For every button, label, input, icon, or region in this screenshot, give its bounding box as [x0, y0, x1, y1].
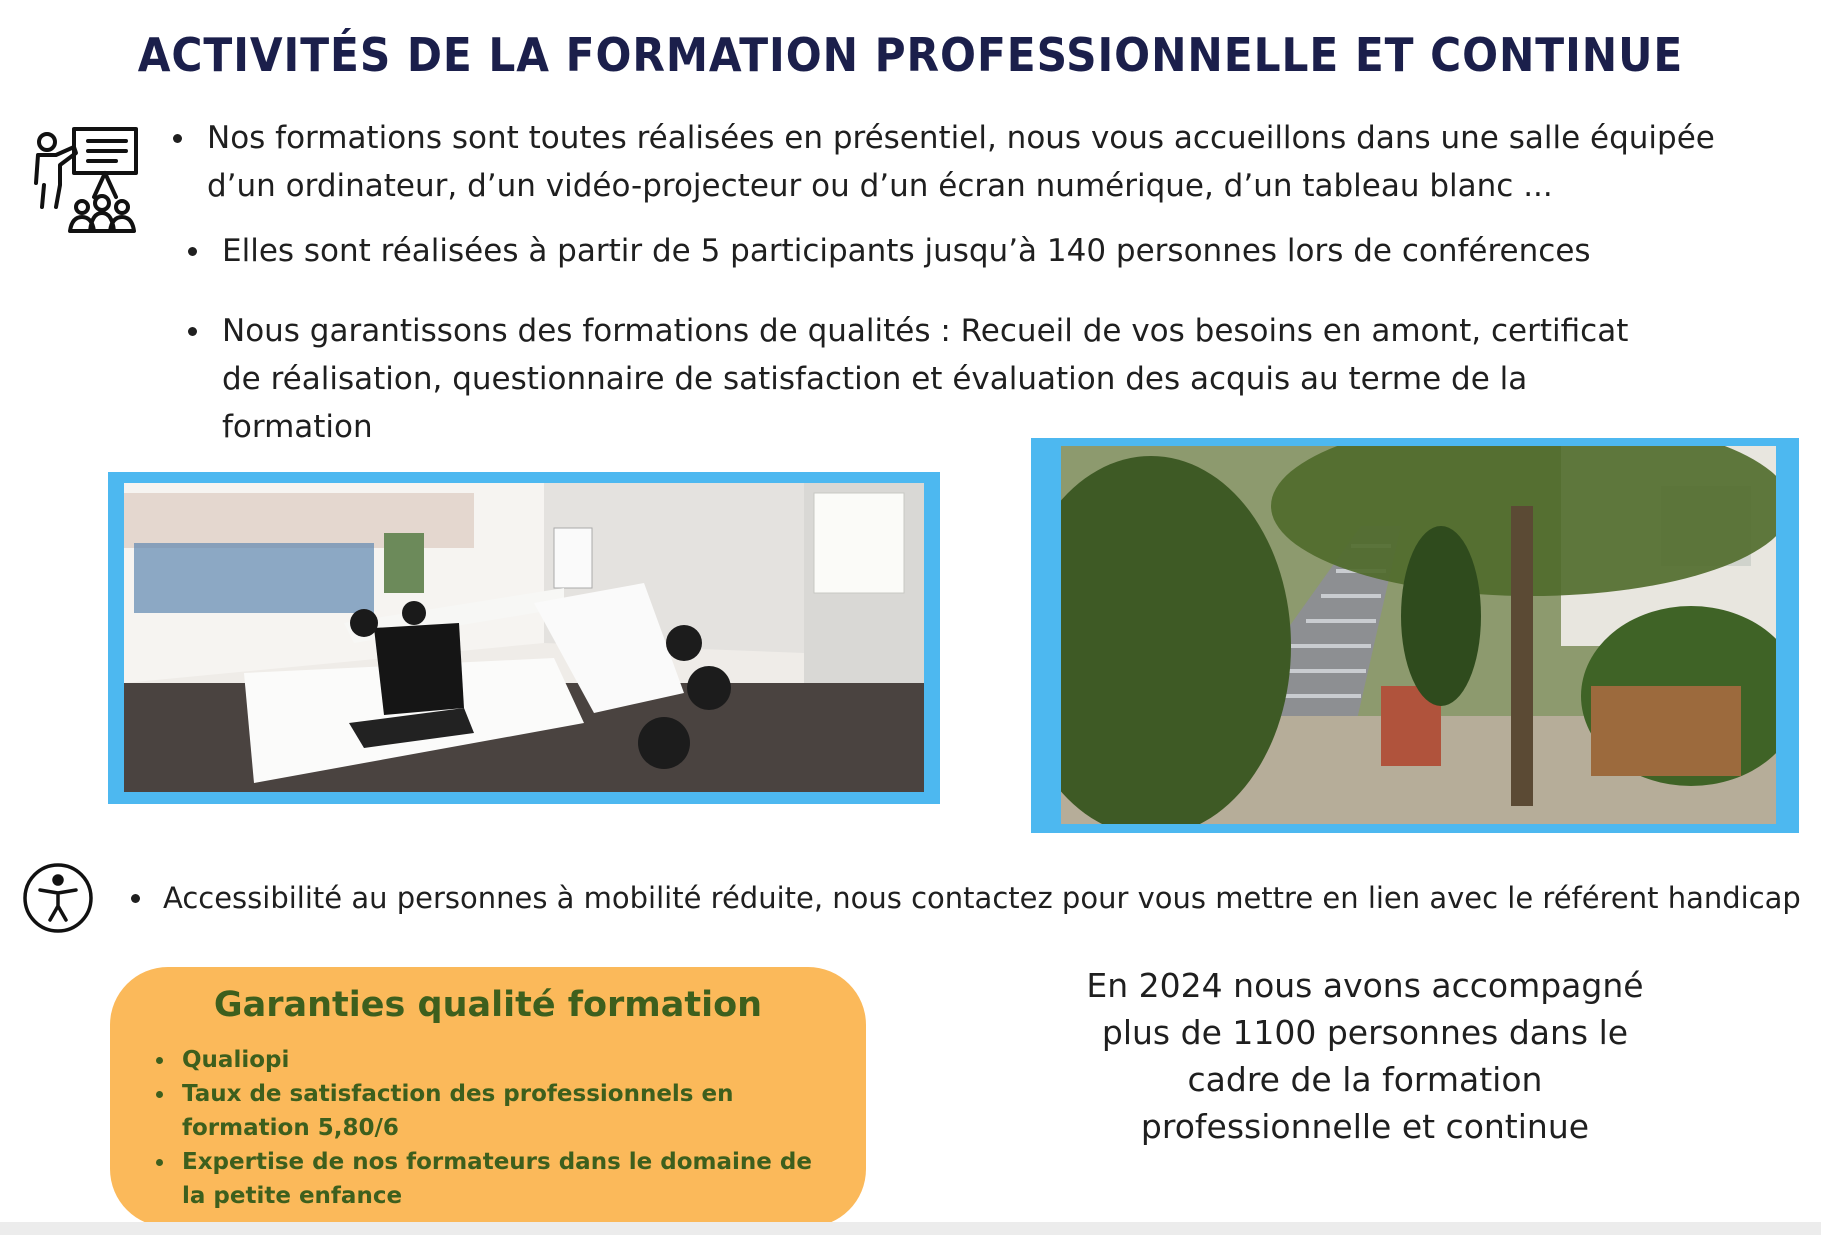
- garden-photo: [1061, 446, 1776, 824]
- list-item: Taux de satisfaction des professionnels en formation 5,80/6: [182, 1077, 842, 1145]
- classroom-photo: [124, 483, 924, 792]
- list-item: Qualiopi: [182, 1043, 842, 1077]
- accessibility-person-icon: [22, 862, 94, 934]
- quality-heading: Garanties qualité formation: [213, 985, 763, 1025]
- page-title: ACTIVITÉS DE LA FORMATION PROFESSIONNELLE ET CONTINUE: [137, 28, 1684, 82]
- list-item: Nous garantissons des formations de qualités : Recueil de vos besoins en amont, certificat de réalisation, questionnaire de satisfaction et évaluation des acquis au terme de la formation: [222, 307, 1672, 451]
- list-item: Elles sont réalisées à partir de 5 participants jusqu’à 140 personnes lors de conférences: [222, 227, 1722, 275]
- quality-bullet-list: [222, 307, 1672, 451]
- participants-bullet-list: [222, 227, 1722, 275]
- quality-list: [182, 1043, 842, 1213]
- intro-bullet-list: [207, 114, 1767, 210]
- quality-guarantees-box: [110, 967, 866, 1227]
- list-item: Expertise de nos formateurs dans le domaine de la petite enfance: [182, 1145, 842, 1213]
- stat-text: En 2024 nous avons accompagné plus de 1100 personnes dans le cadre de la formation professionnelle et continue: [1086, 966, 1644, 1146]
- accessibility-text: Accessibilité au personnes à mobilité réduite, nous contactez pour vous mettre en lien avec le référent handicap: [163, 876, 1801, 920]
- list-item: Nos formations sont toutes réalisées en présentiel, nous vous accueillons dans une salle équipée d’un ordinateur, d’un vidéo-projecteur ou d’un écran numérique, d’un tableau blanc ...: [207, 114, 1767, 210]
- presentation-teacher-icon: [30, 125, 142, 235]
- bottom-edge: [0, 1222, 1821, 1235]
